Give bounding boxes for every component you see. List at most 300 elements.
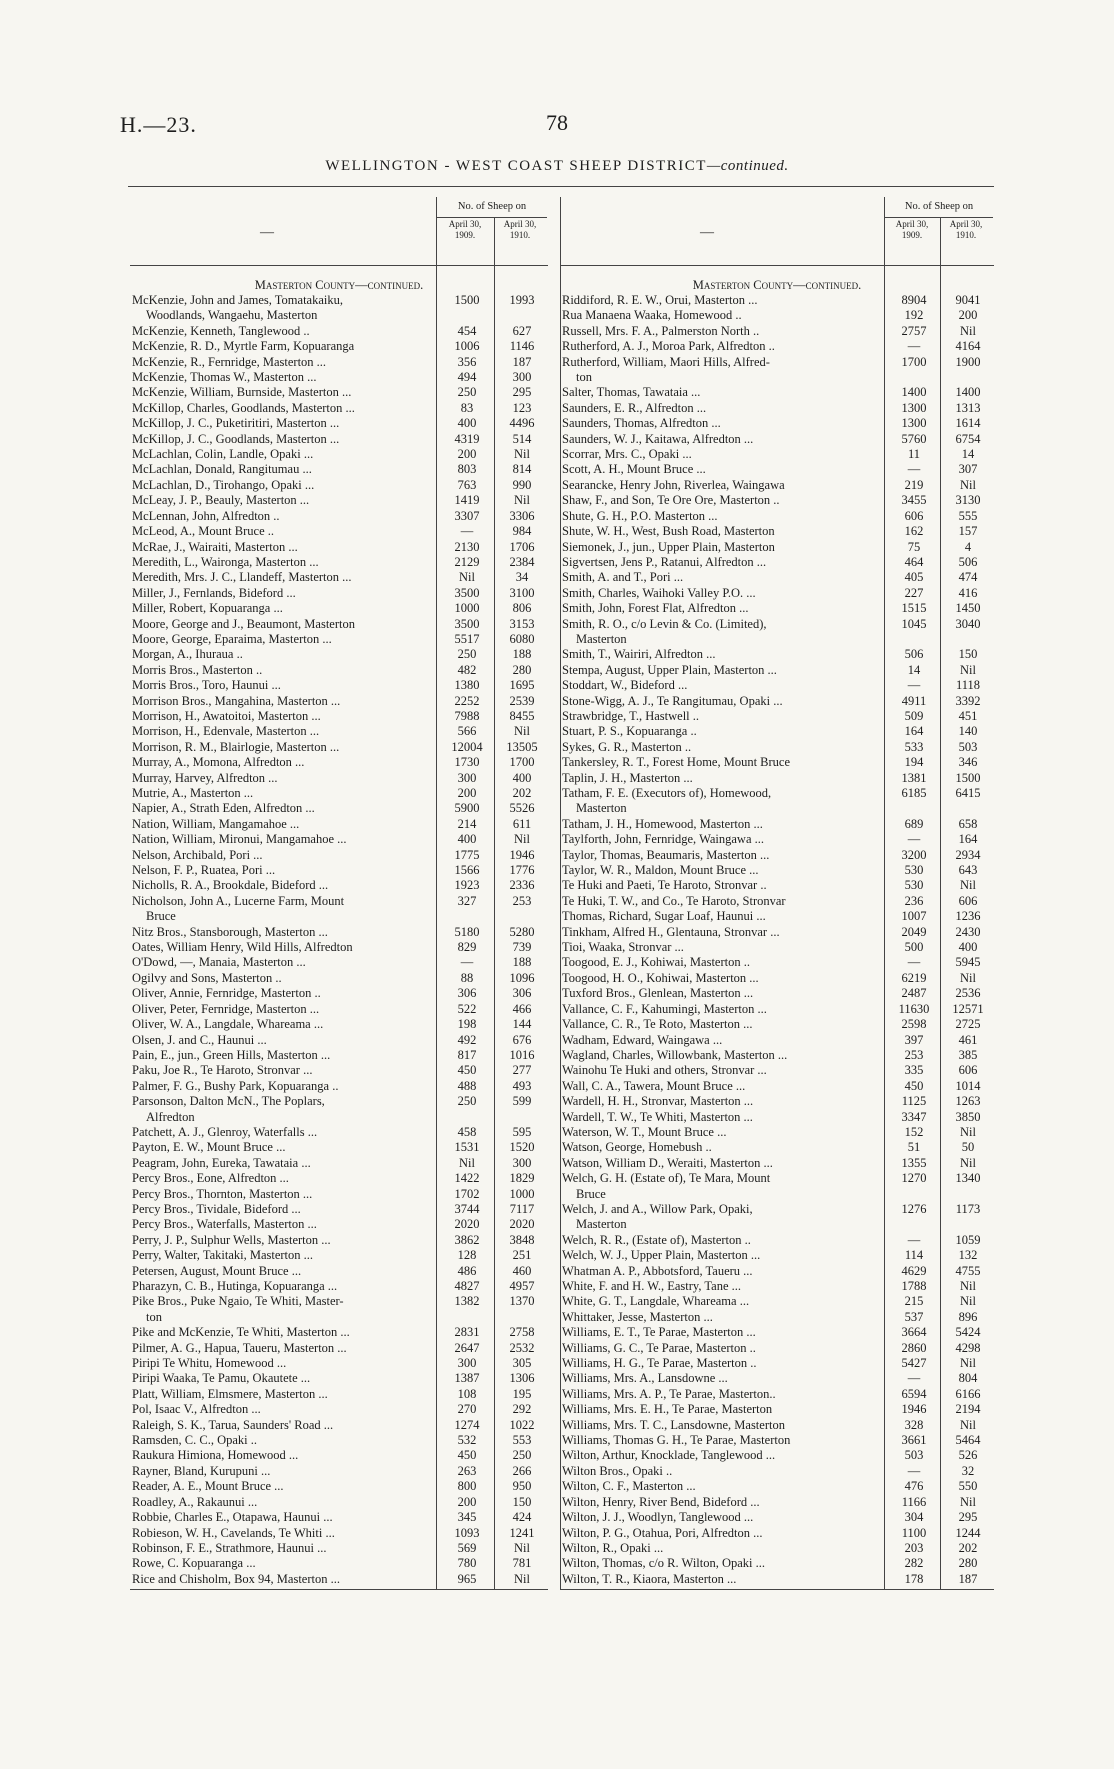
sheep-1910: 466 <box>512 1001 532 1016</box>
sheep-1910: Nil <box>960 1494 976 1509</box>
owner-column-label: — <box>700 225 714 240</box>
owner-name-text: Ogilvy and Sons, Masterton .. <box>132 970 282 985</box>
sheep-1910: 550 <box>958 1479 978 1494</box>
col-1909-label <box>884 219 940 241</box>
sheep-1909: 2252 <box>454 693 480 708</box>
owner-name-text: Wadham, Edward, Waingawa ... <box>562 1032 723 1047</box>
owner-name-text: Nelson, F. P., Ruatea, Pori ... <box>132 863 276 878</box>
owner-name-text: Olsen, J. and C., Haunui ... <box>132 1032 267 1047</box>
table-row <box>560 1248 994 1263</box>
sheep-1910: 2020 <box>509 1217 535 1232</box>
sheep-1909: 486 <box>457 1263 477 1278</box>
owner-name <box>130 1217 438 1232</box>
table-row <box>560 293 994 308</box>
owner-name <box>130 355 438 370</box>
sheep-1910: 611 <box>512 816 532 831</box>
owner-name-text: Roadley, A., Rakaunui ... <box>132 1494 258 1509</box>
owner-name-text: Taylor, W. R., Maldon, Mount Bruce ... <box>562 863 759 878</box>
sheep-1909: 566 <box>457 724 477 739</box>
owner-name-text: Wilton, P. G., Otahua, Pori, Alfredton ... <box>562 1525 763 1540</box>
sheep-1910: 1022 <box>509 1417 535 1432</box>
owner-name-text: Scott, A. H., Mount Bruce ... <box>562 462 706 477</box>
sheep-1910: 4957 <box>509 1279 535 1293</box>
sheep-1910: 187 <box>958 1571 978 1586</box>
sheep-1909: 270 <box>457 1402 477 1417</box>
table-row <box>560 1387 994 1402</box>
owner-name <box>130 1387 438 1402</box>
col-1909-label-b: 1909. <box>901 230 923 240</box>
owner-name-continuation: Masterton <box>576 631 627 646</box>
owner-name <box>130 570 438 585</box>
sheep-1909: 14 <box>907 662 921 677</box>
owner-name <box>130 1448 438 1463</box>
sheep-1910: 3040 <box>955 616 981 631</box>
sheep-1909: 1276 <box>901 1201 927 1216</box>
table-row <box>130 940 548 955</box>
col-1910-label <box>494 219 546 241</box>
table-row <box>560 1202 994 1233</box>
table-row <box>560 1048 994 1063</box>
sheep-1909: 450 <box>904 1078 924 1093</box>
sheep-1909: 532 <box>457 1433 477 1448</box>
owner-name-text: Wilton, J. J., Woodlyn, Tanglewood ... <box>562 1510 754 1525</box>
table-row <box>130 1063 548 1078</box>
col-1910-label <box>940 219 992 241</box>
owner-name <box>130 1325 438 1340</box>
sheep-1910: Nil <box>960 1417 976 1432</box>
owner-name-text: Paku, Joe R., Te Haroto, Stronvar ... <box>132 1063 313 1078</box>
owner-name-continuation: Masterton <box>576 801 627 816</box>
sheep-1909: 1382 <box>454 1294 480 1309</box>
table-row <box>560 1125 994 1140</box>
owner-name <box>560 524 886 539</box>
sheep-1909: 1381 <box>901 770 927 785</box>
table-row <box>560 586 994 601</box>
owner-name-text: Williams, Mrs. A. P., Te Parae, Masterton.. <box>562 1386 776 1401</box>
sheep-1910: 1340 <box>955 1171 981 1186</box>
left-rows <box>130 266 548 1590</box>
table-row <box>560 308 994 323</box>
table-row <box>130 447 548 462</box>
sheep-1910: 2758 <box>509 1325 535 1340</box>
sheep-1910: 307 <box>958 462 978 477</box>
table-row <box>130 971 548 986</box>
table-row <box>560 1356 994 1371</box>
sheep-1909: 1000 <box>454 601 480 616</box>
owner-name-text: Smith, John, Forest Flat, Alfredton ... <box>562 601 749 616</box>
sheep-1910: 3130 <box>955 493 981 508</box>
table-row <box>560 524 994 539</box>
owner-name-text: Williams, Thomas G. H., Te Parae, Masterton <box>562 1433 791 1448</box>
sheep-1909: 1700 <box>901 354 927 369</box>
owner-name <box>130 863 438 878</box>
sheep-1910: Nil <box>514 832 530 847</box>
sheep-1909: 450 <box>457 1448 477 1463</box>
owner-name-continuation: Alfredton <box>146 1109 195 1124</box>
owner-name-continuation: ton <box>146 1309 162 1324</box>
sheep-1909: 6219 <box>901 970 927 985</box>
table-row <box>130 1387 548 1402</box>
owner-name <box>560 1279 886 1294</box>
owner-name <box>130 1341 438 1356</box>
sheep-1909: 1775 <box>454 847 480 862</box>
table-row <box>560 1526 994 1541</box>
owner-name-text: Williams, Mrs. T. C., Lansdowne, Masterton <box>562 1417 785 1432</box>
table-row <box>560 709 994 724</box>
owner-name <box>130 971 438 986</box>
sheep-1909: 198 <box>457 1017 477 1032</box>
sheep-1909: 1274 <box>454 1417 480 1432</box>
owner-name <box>130 817 438 832</box>
sheep-1910: 280 <box>958 1556 978 1571</box>
sheep-1910: Nil <box>514 447 530 462</box>
owner-name-text: Rua Manaena Waaka, Homewood .. <box>562 308 742 323</box>
owner-name-text: McKillop, Charles, Goodlands, Masterton ... <box>132 400 355 415</box>
owner-name <box>560 1033 886 1048</box>
table-row <box>560 1033 994 1048</box>
sheep-1909: 3455 <box>901 493 927 508</box>
sheep-1910: 3153 <box>509 616 535 631</box>
sheep-1909: 128 <box>457 1248 477 1263</box>
column-divider <box>884 266 885 1590</box>
sheep-1910: 306 <box>512 986 532 1001</box>
section-heading: Masterton County—continued. <box>692 278 862 292</box>
owner-name <box>560 339 886 354</box>
sheep-1910: 140 <box>958 724 978 739</box>
owner-name <box>560 355 886 386</box>
sheep-1909: 2020 <box>454 1217 480 1232</box>
sheep-1909: 250 <box>457 647 477 662</box>
sheep-1910: 5280 <box>509 924 535 939</box>
owner-name <box>560 478 886 493</box>
owner-name-text: Watson, George, Homebush .. <box>562 1140 712 1155</box>
table-row <box>560 462 994 477</box>
owner-name <box>130 632 438 647</box>
table-row <box>130 1017 548 1032</box>
sheep-1909: 606 <box>904 508 924 523</box>
sheep-1910: 990 <box>512 477 532 492</box>
sheep-1910: Nil <box>960 477 976 492</box>
owner-name-text: Saunders, Thomas, Alfredton ... <box>562 416 721 431</box>
owner-name <box>560 909 886 924</box>
sheep-1909: 1515 <box>901 601 927 616</box>
owner-name-text: Miller, J., Fernlands, Bideford ... <box>132 585 296 600</box>
owner-name-text: O'Dowd, —, Manaia, Masterton ... <box>132 955 306 970</box>
col-1910-label-b: 1910. <box>509 230 531 240</box>
sheep-1909: 450 <box>457 1063 477 1078</box>
owner-name <box>130 786 438 801</box>
owner-name-text: Rayner, Bland, Kurupuni ... <box>132 1463 271 1478</box>
table-row <box>130 586 548 601</box>
owner-name-text: Robinson, F. E., Strathmore, Haunui ... <box>132 1540 327 1555</box>
owner-name <box>560 771 886 786</box>
table-row <box>560 1433 994 1448</box>
owner-name-text: McKenzie, R. D., Myrtle Farm, Kopuaranga <box>132 339 355 354</box>
table-row <box>560 909 994 924</box>
table-row <box>130 339 548 354</box>
owner-name <box>130 1125 438 1140</box>
table-row <box>130 1325 548 1340</box>
sheep-1909: 3500 <box>454 616 480 631</box>
sheep-1909: 3307 <box>454 508 480 523</box>
table-row <box>130 1433 548 1448</box>
owner-name <box>130 617 438 632</box>
sheep-1910: Nil <box>960 970 976 985</box>
owner-name-text: Oliver, Annie, Fernridge, Masterton .. <box>132 986 321 1001</box>
sheep-1909: — <box>907 1371 921 1386</box>
owner-name-text: Wall, C. A., Tawera, Mount Bruce ... <box>562 1078 746 1093</box>
owner-name-text: Tankersley, R. T., Forest Home, Mount Bruce <box>562 755 791 770</box>
owner-name <box>130 1048 438 1063</box>
owner-name-text: Vallance, C. R., Te Roto, Masterton ... <box>562 1017 753 1032</box>
sheep-1910: 595 <box>512 1124 532 1139</box>
table-row <box>560 493 994 508</box>
owner-name-text: Saunders, E. R., Alfredton ... <box>562 400 707 415</box>
sheep-1910: 6754 <box>955 431 981 446</box>
table-row <box>560 694 994 709</box>
sheep-1910: 451 <box>958 708 978 723</box>
owner-name <box>130 432 438 447</box>
sheep-1910: 950 <box>512 1479 532 1494</box>
owner-name-text: Smith, R. O., c/o Levin & Co. (Limited), <box>562 616 767 631</box>
right-rows <box>560 266 994 1590</box>
owner-name <box>560 1048 886 1063</box>
owner-name <box>130 663 438 678</box>
owner-name <box>130 601 438 616</box>
owner-name-text: Pike Bros., Puke Ngaio, Te Whiti, Master- <box>132 1294 344 1309</box>
sheep-1909: 4629 <box>901 1263 927 1278</box>
table-row <box>130 1264 548 1279</box>
sheep-1909: 227 <box>904 585 924 600</box>
table-row <box>130 1156 548 1171</box>
owner-name <box>560 1479 886 1494</box>
owner-name-text: Rutherford, A. J., Moroa Park, Alfredton .. <box>562 339 775 354</box>
sheep-1909: 75 <box>907 539 921 554</box>
owner-name <box>130 1556 438 1571</box>
owner-name <box>560 1002 886 1017</box>
sheep-1910: 1118 <box>955 678 981 693</box>
table-row <box>130 878 548 893</box>
sheep-1910: 658 <box>958 816 978 831</box>
owner-name-text: McLachlan, Donald, Rangitumau ... <box>132 462 312 477</box>
owner-name <box>560 740 886 755</box>
sheep-1910: 251 <box>512 1248 532 1263</box>
owner-name-text: Morrison, R. M., Blairlogie, Masterton ... <box>132 739 340 754</box>
owner-name <box>560 1017 886 1032</box>
sheep-1909: 192 <box>904 308 924 323</box>
sheep-1909: 328 <box>904 1417 924 1432</box>
col-1910-label-b: 1910. <box>955 230 977 240</box>
owner-name <box>130 1140 438 1155</box>
sheep-1910: 2430 <box>955 924 981 939</box>
owner-name <box>130 324 438 339</box>
table-row <box>130 1094 548 1125</box>
sheep-1910: 300 <box>512 1155 532 1170</box>
owner-name <box>130 1063 438 1078</box>
sheep-1909: 405 <box>904 570 924 585</box>
col-1910-label-a: April 30, <box>949 219 983 229</box>
sheep-1909: 5180 <box>454 924 480 939</box>
owner-name-text: Taylforth, John, Fernridge, Waingawa ... <box>562 832 765 847</box>
sheep-1910: 1695 <box>509 678 535 693</box>
owner-name-text: Shaw, F., and Son, Te Ore Ore, Masterton .. <box>562 493 780 508</box>
owner-name-text: Nicholson, John A., Lucerne Farm, Mount <box>132 893 345 908</box>
sheep-1910: 1000 <box>509 1186 535 1201</box>
sheep-1910: Nil <box>960 1279 976 1293</box>
sheep-1909: 4827 <box>454 1279 480 1293</box>
owner-name <box>130 1526 438 1541</box>
owner-name-text: Moore, George, Eparaima, Masterton ... <box>132 631 332 646</box>
table-row <box>560 1371 994 1386</box>
owner-name-text: Nation, William, Mironui, Mangamahoe ... <box>132 832 347 847</box>
owner-name-text: Strawbridge, T., Hastwell .. <box>562 708 700 723</box>
owner-name-text: Whittaker, Jesse, Masterton ... <box>562 1309 713 1324</box>
sheep-1910: 3850 <box>955 1109 981 1124</box>
table-row <box>130 385 548 400</box>
sheep-1909: 215 <box>904 1294 924 1309</box>
owner-name-text: Rutherford, William, Maori Hills, Alfred- <box>562 354 770 369</box>
sheep-1909: 1730 <box>454 755 480 770</box>
sheep-1909: 1300 <box>901 416 927 431</box>
owner-name-text: Tioi, Waaka, Stronvar ... <box>562 940 684 955</box>
sheep-1910: 250 <box>512 1448 532 1463</box>
table-row <box>130 771 548 786</box>
sheep-1910: 34 <box>515 570 529 585</box>
title-text: WELLINGTON - WEST COAST SHEEP DISTRICT <box>325 158 707 174</box>
left-column-header <box>130 197 548 266</box>
table-row <box>130 1202 548 1217</box>
sheep-1910: 2384 <box>509 554 535 569</box>
sheep-1909: 530 <box>904 878 924 893</box>
sheep-1910: Nil <box>514 724 530 739</box>
table-row <box>560 1156 994 1171</box>
table-row <box>130 617 548 632</box>
sheep-1909: 162 <box>904 524 924 539</box>
owner-name <box>560 647 886 662</box>
sheep-1910: 8455 <box>509 708 535 723</box>
table-row <box>130 1217 548 1232</box>
sheep-1910: 676 <box>512 1032 532 1047</box>
owner-name <box>560 755 886 770</box>
sheep-1909: 397 <box>904 1032 924 1047</box>
sheep-1910: 1700 <box>509 755 535 770</box>
owner-name-text: Williams, E. T., Te Parae, Masterton ... <box>562 1325 756 1340</box>
sheep-1909: 194 <box>904 755 924 770</box>
sheep-1909: 1566 <box>454 863 480 878</box>
sheep-1910: 814 <box>512 462 532 477</box>
owner-name <box>130 1202 438 1217</box>
sheep-1909: 1387 <box>454 1371 480 1386</box>
sheep-1910: 144 <box>512 1017 532 1032</box>
sheep-1909: 3500 <box>454 585 480 600</box>
sheep-1910: 4 <box>964 539 972 554</box>
owner-name <box>560 709 886 724</box>
sheep-1910: 1173 <box>955 1201 981 1216</box>
owner-name <box>130 1433 438 1448</box>
owner-name <box>130 724 438 739</box>
sheep-1910: 781 <box>512 1556 532 1571</box>
sheep-1909: 1500 <box>454 293 480 307</box>
sheep-1910: 3392 <box>955 693 981 708</box>
sheep-1910: 12571 <box>952 1001 984 1016</box>
sheep-1909: 2049 <box>901 924 927 939</box>
table-row <box>130 293 548 324</box>
owner-name-text: White, F. and H. W., Eastry, Tane ... <box>562 1279 741 1293</box>
table-row <box>560 1233 994 1248</box>
sheep-1910: 474 <box>958 570 978 585</box>
table-row <box>560 1140 994 1155</box>
owner-name <box>130 339 438 354</box>
sheep-1910: 1520 <box>509 1140 535 1155</box>
table-row <box>560 1294 994 1309</box>
sheep-1910: Nil <box>960 1356 976 1371</box>
owner-name-text: Saunders, W. J., Kaitawa, Alfredton ... <box>562 431 754 446</box>
owner-name-text: Stempa, August, Upper Plain, Masterton ... <box>562 662 777 677</box>
sheep-1910: 514 <box>512 431 532 446</box>
owner-name-text: McKenzie, Kenneth, Tanglewood .. <box>132 323 310 338</box>
sheep-1909: 2130 <box>454 539 480 554</box>
owner-name <box>560 1202 886 1233</box>
table-row <box>130 432 548 447</box>
table-row <box>130 1572 548 1587</box>
table-row <box>130 416 548 431</box>
owner-name-text: Perry, J. P., Sulphur Wells, Masterton ... <box>132 1232 331 1247</box>
sheep-1910: 1776 <box>509 863 535 878</box>
table-row <box>560 1110 994 1125</box>
sheep-1910: 3306 <box>509 508 535 523</box>
sheep-1910: 4164 <box>955 339 981 354</box>
owner-name-text: Salter, Thomas, Tawataia ... <box>562 385 701 400</box>
table-row <box>130 601 548 616</box>
table-row <box>560 971 994 986</box>
sheep-1910: 5424 <box>955 1325 981 1340</box>
sheep-1909: 3744 <box>454 1201 480 1216</box>
sheep-1909: 800 <box>457 1479 477 1494</box>
sheep-1909: 1125 <box>901 1094 927 1109</box>
table-row <box>560 540 994 555</box>
sheep-1909: Nil <box>459 1155 475 1170</box>
owner-name <box>130 955 438 970</box>
table-row <box>130 724 548 739</box>
owner-name-text: Nitz Bros., Stansborough, Masterton ... <box>132 924 328 939</box>
sheep-1910: 984 <box>512 524 532 539</box>
col-1909-label-a: April 30, <box>448 219 482 229</box>
owner-name-text: Reader, A. E., Mount Bruce ... <box>132 1479 284 1494</box>
sheep-1910: Nil <box>960 1294 976 1309</box>
owner-name <box>560 894 886 909</box>
table-row <box>130 986 548 1001</box>
sheep-1910: 277 <box>512 1063 532 1078</box>
sheep-1909: 1300 <box>901 400 927 415</box>
sheep-1910: 6166 <box>955 1386 981 1401</box>
owner-name <box>560 925 886 940</box>
owner-name-text: Scorrar, Mrs. C., Opaki ... <box>562 447 692 462</box>
owner-name <box>130 401 438 416</box>
sheep-1910: 643 <box>958 863 978 878</box>
table-row <box>560 432 994 447</box>
table-row <box>130 509 548 524</box>
owner-name <box>130 771 438 786</box>
table-row <box>560 647 994 662</box>
column-divider <box>436 266 437 1590</box>
table-row <box>130 848 548 863</box>
owner-name <box>130 586 438 601</box>
owner-name-text: Welch, G. H. (Estate of), Te Mara, Mount <box>562 1171 771 1186</box>
owner-name-text: Percy Bros., Waterfalls, Masterton ... <box>132 1217 317 1232</box>
owner-name <box>560 1526 886 1541</box>
table-row <box>130 555 548 570</box>
table-row <box>560 1279 994 1294</box>
